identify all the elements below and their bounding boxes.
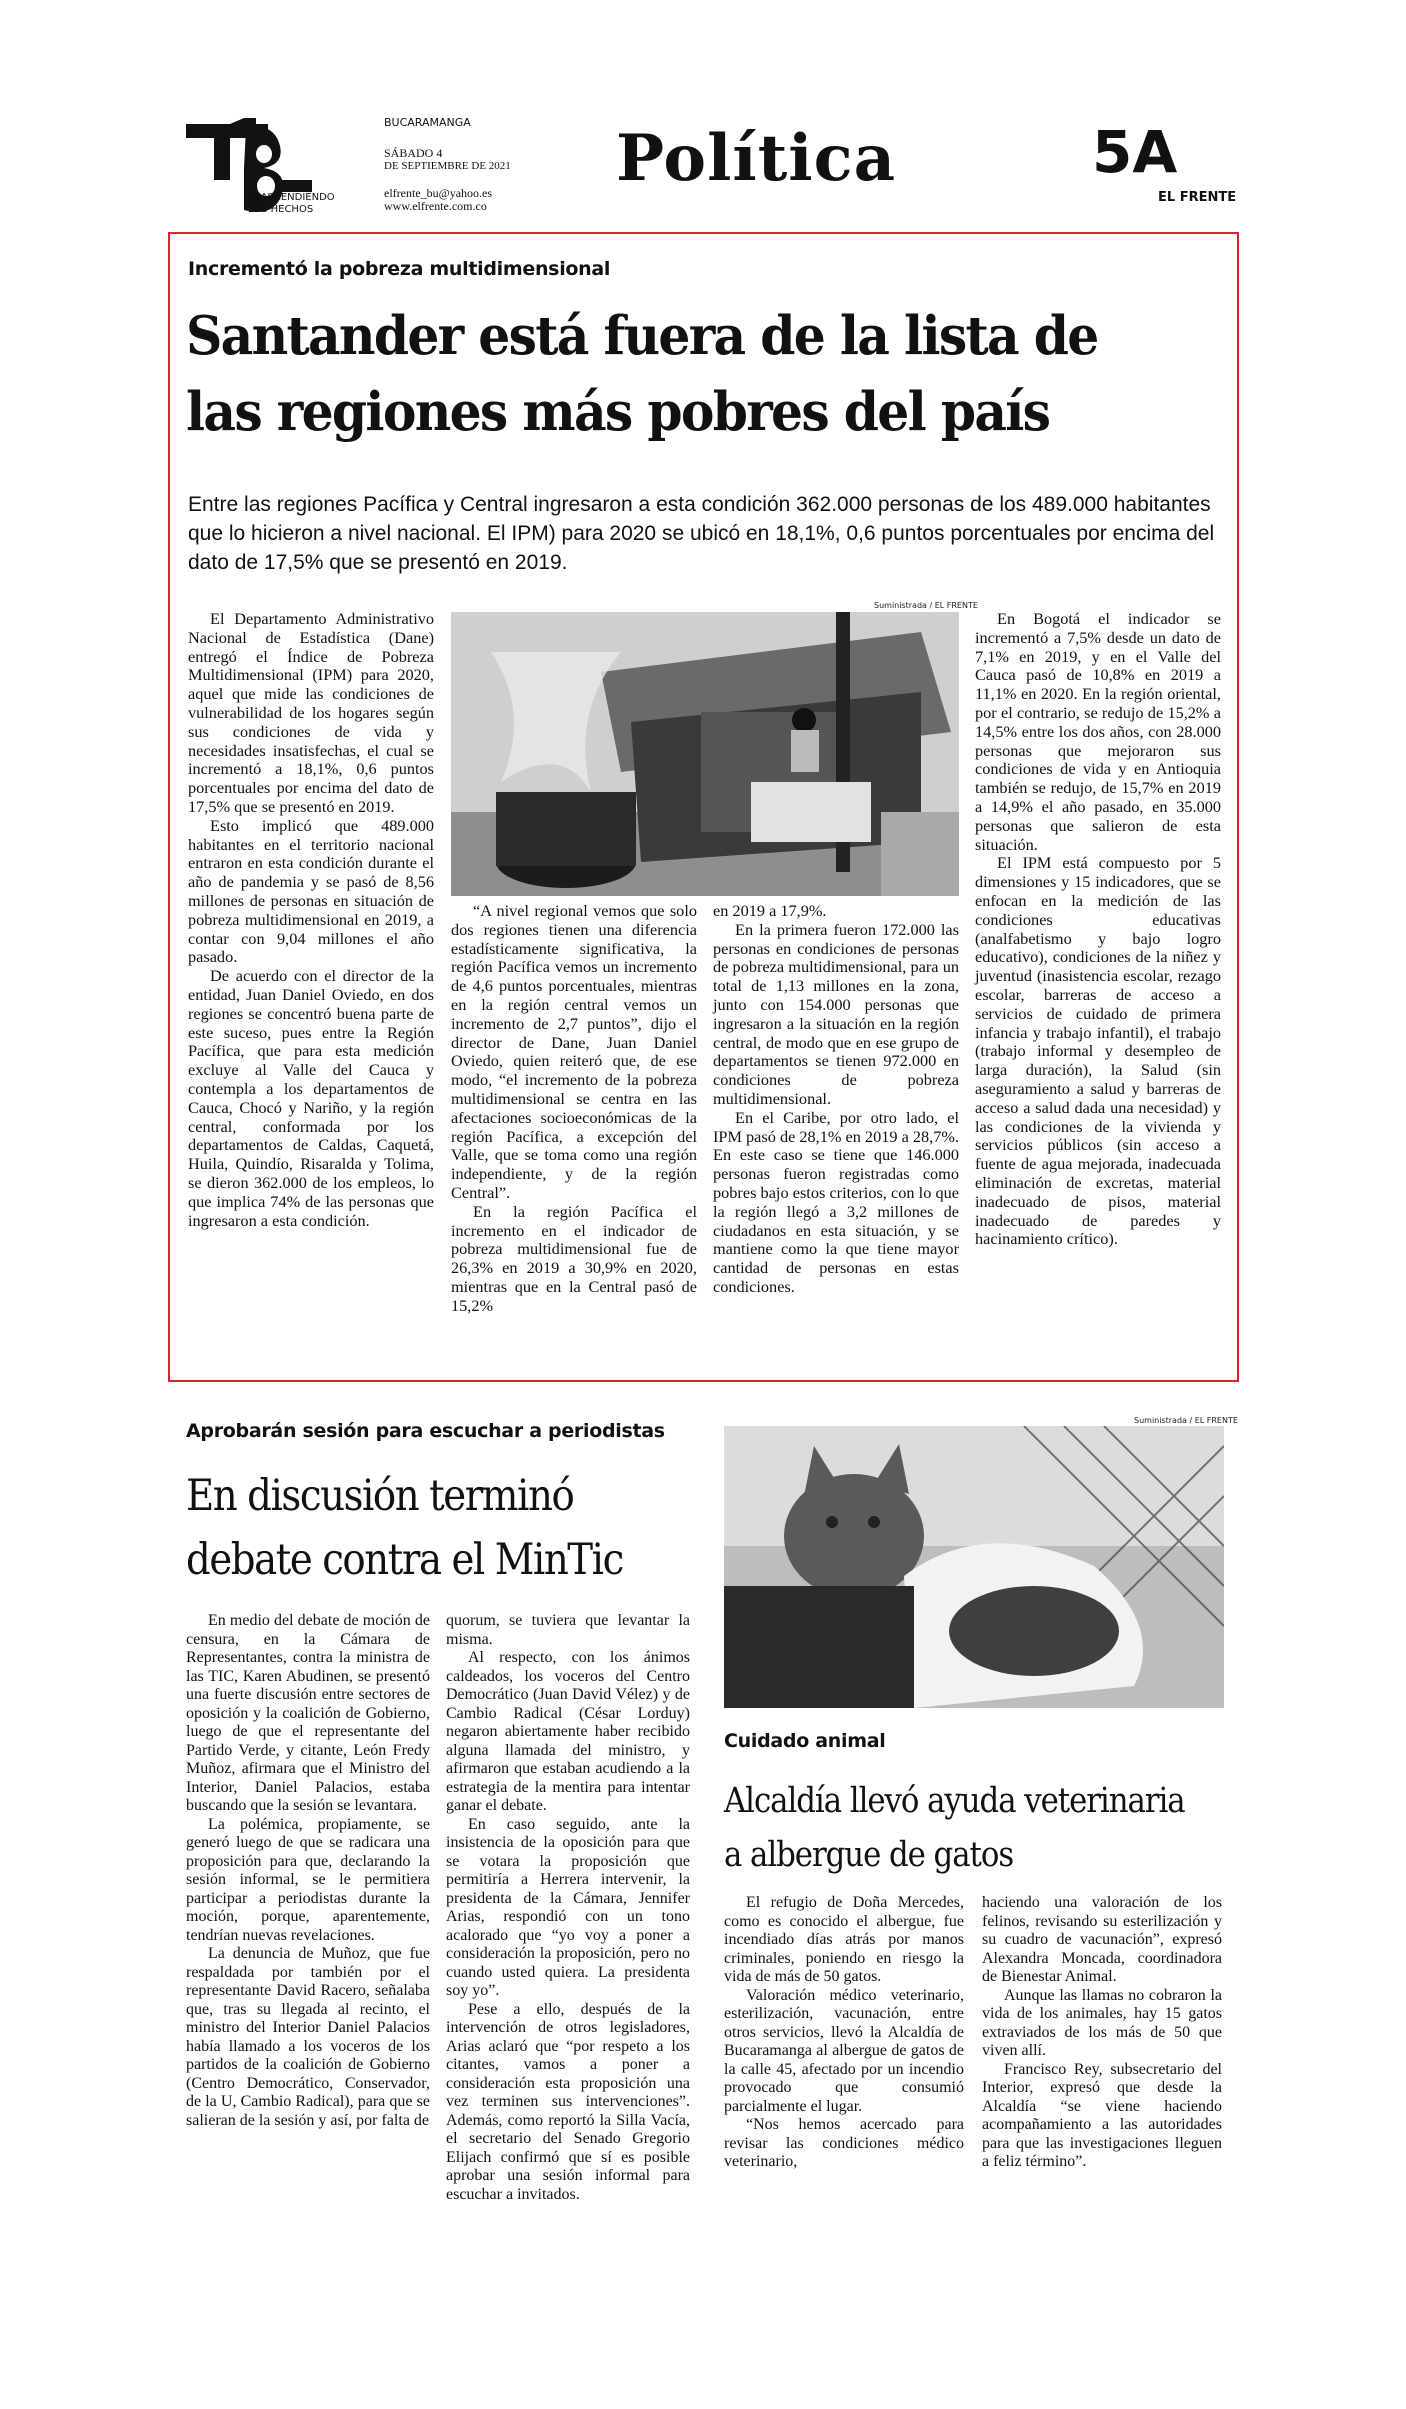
story2-headline-line-1: En discusión terminó xyxy=(186,1471,574,1521)
story2-headline xyxy=(186,1464,690,1592)
story3-paragraph: Aunque las llamas no cobraron la vida de los animales, hay 15 gatos extraviados de los más de 50 que viven allí. xyxy=(982,1986,1222,2059)
lead-paragraph: Esto implicó que 489.000 habitantes en el territorio nacional entraron en esta condición durante el año de pandemia y se pasó de 8,56 millones de personas en situación de pobreza multidimensional en 2019, a contar con 9,04 millones el año pasado. xyxy=(188,815,434,967)
story3-paragraph: Francisco Rey, subsecretario del Interior, expresó que desde la Alcaldía “se viene haciendo acompañamiento a las autoridades para que las investigaciones lleguen a feliz término”. xyxy=(982,2060,1222,2170)
story2-paragraph: Al respecto, con los ánimos caldeados, los voceros del Centro Democrático (Juan David Vélez) y de Cambio Radical (César Lorduy) negaron abiertamente haber recibido alguna llamada del ministro, y afirmaron que estaban acudiendo a la estrategia de la mentira para intentar ganar el debate. xyxy=(446,1649,690,1814)
story2-headline-line-2: debate contra el MinTic xyxy=(186,1535,623,1585)
date-line-2: DE SEPTIEMBRE DE 2021 xyxy=(384,160,511,172)
lead-paragraph: En Bogotá el indicador se incrementó a 7,5% desde un dato de 7,1% en 2019, y en el Valle del Cauca pasó de 10,8% en 2019 a 11,1% en 2020. En la región oriental, por el contrario, se redujo de 15,2% a 14,5% entre los dos años, con 28.000 personas que mejoraron sus condiciones de vida y en Antioquia también se redujo, de 15,7% en 2019 a 14,9% el año pasado, en 35.000 personas que salieron de esta situación. xyxy=(975,609,1221,854)
logo-tagline-2: LOS HECHOS xyxy=(248,204,314,215)
story2-column-1 xyxy=(186,1612,430,2130)
story3-column-2 xyxy=(982,1894,1222,2172)
lead-headline xyxy=(186,298,1174,450)
logo-tagline-1: TRASCENDIENDO xyxy=(248,192,335,203)
lead-paragraph: El Departamento Administrativo Nacional de Estadística (Dane) entregó el Índice de Pobreza Multidimensional (IPM) para 2020, aquel que mide las condiciones de vulnerabilidad de los hogares según sus condiciones de vida y necesidades insatisfechas, el cual se incrementó a 18,1%, 0,6 puntos porcentuales por encima del dato de 17,5% que se presentó en 2019. xyxy=(188,609,434,816)
masthead xyxy=(0,0,1406,225)
story3-kicker: Cuidado animal xyxy=(724,1730,886,1752)
lead-photo xyxy=(451,612,959,896)
story2-paragraph: Pese a ello, después de la intervención de otros legisladores, Arias aclaró que “por respeto a los citantes, vamos a poner a consideración esta proposición una vez terminen sus intervenciones”. Además, como reportó la Silla Vacía, el secretario del Senado Gregorio Elijach confirmó que sí es posible aprobar una sesión informal para escuchar a invitados. xyxy=(446,2000,690,2203)
lead-deck: Entre las regiones Pacífica y Central ingresaron a esta condición 362.000 personas de los 489.000 habitantes que lo hicieron a nivel nacional. El IPM) para 2020 se ubicó en 18,1%, 0,6 puntos porcentuales por encima del dato de 17,5% que se presentó en 2019. xyxy=(188,493,1215,574)
lead-paragraph: en 2019 a 17,9%. xyxy=(713,901,827,920)
story3-column-1 xyxy=(724,1894,964,2172)
lead-column-4 xyxy=(975,610,1221,1249)
brand-mark: EL FRENTE xyxy=(1158,190,1237,205)
story3-photo xyxy=(724,1426,1224,1708)
house-photo-image xyxy=(451,612,959,896)
story2-paragraph: En caso seguido, ante la insistencia de la oposición para que se votara la proposición que permitiría a Herrera intervenir, la presidenta de la Cámara, Jennifer Arias, respondió con un tono acalorado que “yo voy a poner a consideración la proposición, pero no cuando usted quiera. La presidenta soy yo”. xyxy=(446,1815,690,1999)
cat-photo-image xyxy=(724,1426,1224,1708)
lead-paragraph: “A nivel regional vemos que solo dos regiones tienen una diferencia estadísticamente significativa, la región Pacífica vemos un incremento de 4,6 puntos porcentuales, mientras en la región central vemos un incremento de 2,7 puntos”, dijo el director de Dane, Juan Daniel Oviedo, quien reiteró que, de ese modo, “el incremento de la pobreza multidimensional se centra en las afectaciones socioeconómicas de la región Pacífica, a excepción del Valle, que se toma como una región independiente, y de la región Central”. xyxy=(451,901,697,1202)
city: BUCARAMANGA xyxy=(384,116,471,129)
story3-headline-line-1: Alcaldía llevó ayuda veterinaria xyxy=(724,1781,1185,1821)
lead-paragraph: En el Caribe, por otro lado, el IPM pasó de 28,1% en 2019 a 28,7%. En este caso se tiene que 146.000 personas fueron registradas como pobres bajo estos criterios, con lo que la región llegó a 3,2 millones de ciudadanos en esta situación, y se mantiene como la que tiene mayor cantidad de personas en estas condiciones. xyxy=(713,1107,959,1296)
story2-paragraph: La denuncia de Muñoz, que fue respaldada por también por el representante David Racero, señalaba que, tras su llegada al recinto, el ministro del Interior Daniel Palacios había llamado a los voceros de los partidos de la coalición de Gobierno (Centro Democrático, Conservador, de la U, Cambio Radical), para que se salieran de la sesión y así, por falta de xyxy=(186,1945,430,2129)
lead-headline-line-1: Santander está fuera de la lista de xyxy=(186,305,1098,367)
lead-paragraph: El IPM está compuesto por 5 dimensiones y 15 indicadores, que se enfocan en la medición de las condiciones educativas (analfabetismo y bajo logro educativo), condiciones de la niñez y juventud (inasistencia escolar, rezago escolar, barreras de acceso a servicios de cuidado de primera infancia y trabajo infantil), el trabajo (trabajo informal y desempleo de larga duración), la Salud (sin aseguramiento a salud y barreras de acceso a salud dada una necesidad) y las condiciones de la vivienda y servicios públicos (sin acceso a fuente de agua mejorada, inadecuada eliminación de excretas, material inadecuado de pisos, material inadecuado de paredes y hacinamiento crítico). xyxy=(975,853,1221,1249)
story3-paragraph: Valoración médico veterinario, esterilización, vacunación, entre otros servicios, llevó la Alcaldía de Bucaramanga al albergue de gatos de la calle 45, afectado por un incendio provocado que consumió parcialmente el lugar. xyxy=(724,1986,964,2115)
lead-paragraph: En la primera fueron 172.000 las personas en condiciones de personas de pobreza multidimensional, para un total de 1,13 millones en la zona, junto con 154.000 personas que ingresaron a la situación en la región central, de modo que en ese grupo de departamentos se tienen 972.000 en condiciones de pobreza multidimensional. xyxy=(713,919,959,1108)
story3-headline xyxy=(724,1774,1217,1882)
section-title: Política xyxy=(616,121,897,196)
lead-paragraph: En la región Pacífica el incremento en el indicador de pobreza multidimensional fue de 26,3% en 2019 a 30,9% en 2020, mientras que en la Central pasó de 15,2% xyxy=(451,1201,697,1315)
lead-column-3 xyxy=(713,902,959,1297)
lead-column-2 xyxy=(451,902,697,1316)
story3-headline-line-2: a albergue de gatos xyxy=(724,1835,1014,1875)
lead-paragraph: De acuerdo con el director de la entidad, Juan Daniel Oviedo, en dos regiones se concentró buena parte de este suceso, pues entre la Región Pacífica, que para esta medición excluye al Valle del Cauca y contempla a los departamentos de Cauca, Chocó y Nariño, y la región central, conformada por los departamentos de Caldas, Caquetá, Huila, Quindío, Risaralda y Tolima, se dieron 362.000 de los empleos, lo que implica 74% de las personas que ingresaron a esta condición. xyxy=(188,966,434,1230)
lead-column-1 xyxy=(188,610,434,1230)
story3-paragraph: “Nos hemos acercado para revisar las condiciones médico veterinario, xyxy=(724,2116,964,2170)
lead-headline-line-2: las regiones más pobres del país xyxy=(186,381,1050,443)
email-link[interactable]: elfrente_bu@yahoo.es xyxy=(384,186,493,200)
story2-paragraph: La polémica, propiamente, se generó luego de que se radicara una proposición para que, declarando la sesión informal, se le permitiera participar a periodistas durante la moción, porque, aparentemente, tendrían nuevas revelaciones. xyxy=(186,1815,430,1944)
story3-paragraph: haciendo una valoración de los felinos, revisando su esterilización y su cuadro de vacunación”, expresó Alexandra Moncada, coordinadora de Bienestar Animal. xyxy=(982,1894,1222,1985)
story3-photo-credit: Suministrada / EL FRENTE xyxy=(1134,1416,1238,1425)
story2-column-2 xyxy=(446,1612,690,2204)
lead-photo-credit: Suministrada / EL FRENTE xyxy=(874,601,978,610)
date-line-1: SÁBADO 4 xyxy=(384,146,443,160)
lead-kicker: Incrementó la pobreza multidimensional xyxy=(188,258,611,280)
story2-kicker: Aprobarán sesión para escuchar a periodistas xyxy=(186,1420,665,1442)
story2-paragraph: quorum, se tuviera que levantar la misma. xyxy=(446,1612,690,1648)
website-link[interactable]: www.elfrente.com.co xyxy=(384,199,487,213)
story2-paragraph: En medio del debate de moción de censura, en la Cámara de Representantes, contra la ministra de las TIC, Karen Abudinen, se presentó una fuerte discusión entre sectores de oposición y la coalición de Gobierno, luego de que el representante del Partido Verde, y citante, León Fredy Muñoz, afirmara que el Ministro del Interior, Daniel Palacios, estaba buscando que la sesión se levantara. xyxy=(186,1612,430,1814)
page-number: 5A xyxy=(1092,118,1178,186)
story3-paragraph: El refugio de Doña Mercedes, como es conocido el albergue, fue incendiado días atrás por manos criminales, poniendo en riesgo la vida de más de 50 gatos. xyxy=(724,1894,964,1985)
